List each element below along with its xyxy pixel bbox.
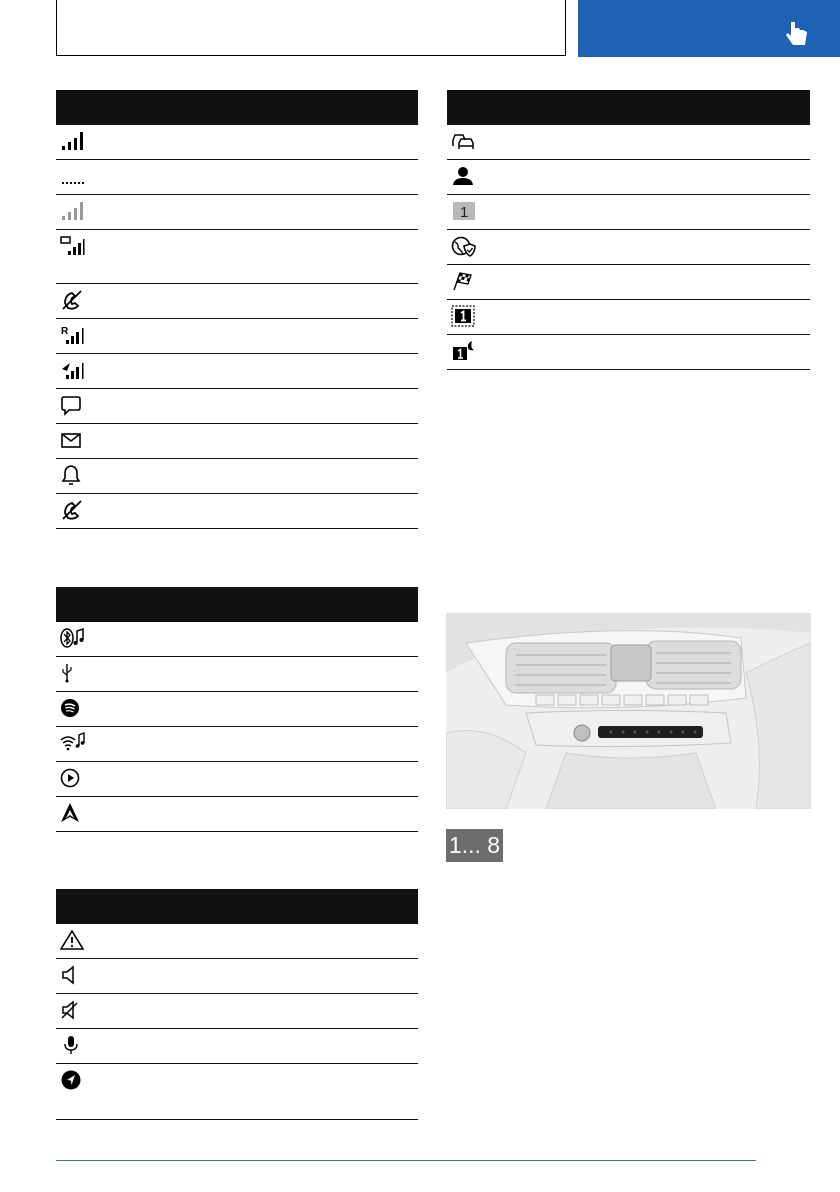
hand-pointer-icon — [782, 18, 812, 48]
car-connected-icon — [451, 130, 477, 152]
spotify-icon — [60, 697, 86, 719]
table-row — [56, 424, 418, 459]
table-row — [56, 1029, 418, 1064]
table-row — [447, 335, 810, 370]
table-row — [447, 300, 810, 335]
usb-icon — [60, 662, 86, 684]
play-circle-icon — [60, 767, 86, 789]
profile-status-table — [447, 90, 810, 370]
footer-divider — [56, 1160, 756, 1161]
wifi-audio-icon — [60, 732, 86, 754]
table-row — [56, 924, 418, 959]
phone-crossed-icon — [60, 499, 86, 521]
envelope-icon — [60, 429, 86, 451]
globe-shield-icon — [451, 235, 477, 257]
audio-source-table — [56, 587, 418, 832]
speech-bubble-icon — [60, 394, 86, 416]
microphone-icon — [60, 1034, 86, 1056]
table-row — [447, 195, 810, 230]
callout-badge: 1... 8 — [446, 829, 503, 862]
table-row — [447, 125, 810, 160]
table-row — [56, 797, 418, 832]
profile-moon-icon — [451, 340, 477, 362]
speaker-muted-icon — [60, 999, 86, 1021]
profile-number-label: 1 — [460, 204, 469, 221]
svg-text:R: R — [61, 326, 69, 337]
table-row — [56, 319, 418, 354]
table-row — [56, 284, 418, 319]
checkered-flag-icon — [451, 270, 477, 292]
bluetooth-audio-icon — [60, 627, 86, 649]
table-row — [447, 265, 810, 300]
table-row — [447, 230, 810, 265]
table-row — [56, 727, 418, 762]
sim-signal-icon — [60, 235, 86, 257]
table-row — [56, 959, 418, 994]
roaming-signal-icon — [60, 324, 86, 346]
android-auto-icon — [60, 802, 86, 824]
table-row — [56, 230, 418, 284]
signal-strength-grey-icon — [60, 200, 86, 222]
header-frame — [56, 0, 566, 56]
table-row — [56, 994, 418, 1029]
table-row — [447, 160, 810, 195]
table-row — [56, 389, 418, 424]
person-icon — [451, 165, 477, 187]
table-row — [56, 354, 418, 389]
table-row — [56, 622, 418, 657]
profile-selected-icon — [451, 305, 477, 327]
warning-triangle-icon — [60, 929, 86, 951]
phone-status-table — [56, 90, 418, 529]
signal-strength-full-icon — [60, 130, 86, 152]
profile-number-icon — [451, 200, 477, 222]
dashboard-illustration — [446, 613, 811, 809]
signal-arrow-icon — [60, 359, 86, 381]
table-row — [56, 125, 418, 160]
table-header — [56, 90, 418, 125]
bell-icon — [60, 464, 86, 486]
signal-searching-dots-icon — [60, 165, 86, 187]
general-status-table — [56, 889, 418, 1120]
table-header — [56, 587, 418, 622]
table-row — [56, 195, 418, 230]
table-row — [56, 459, 418, 494]
chapter-tab[interactable] — [578, 0, 840, 57]
table-row — [56, 160, 418, 195]
navigation-arrow-icon — [60, 1069, 86, 1091]
table-row — [56, 762, 418, 797]
table-row — [56, 657, 418, 692]
phone-crossed-icon — [60, 289, 86, 311]
speaker-icon — [60, 964, 86, 986]
table-row — [56, 1064, 418, 1120]
table-row — [56, 692, 418, 727]
table-header — [56, 889, 418, 924]
table-header — [447, 90, 810, 125]
table-row — [56, 494, 418, 529]
